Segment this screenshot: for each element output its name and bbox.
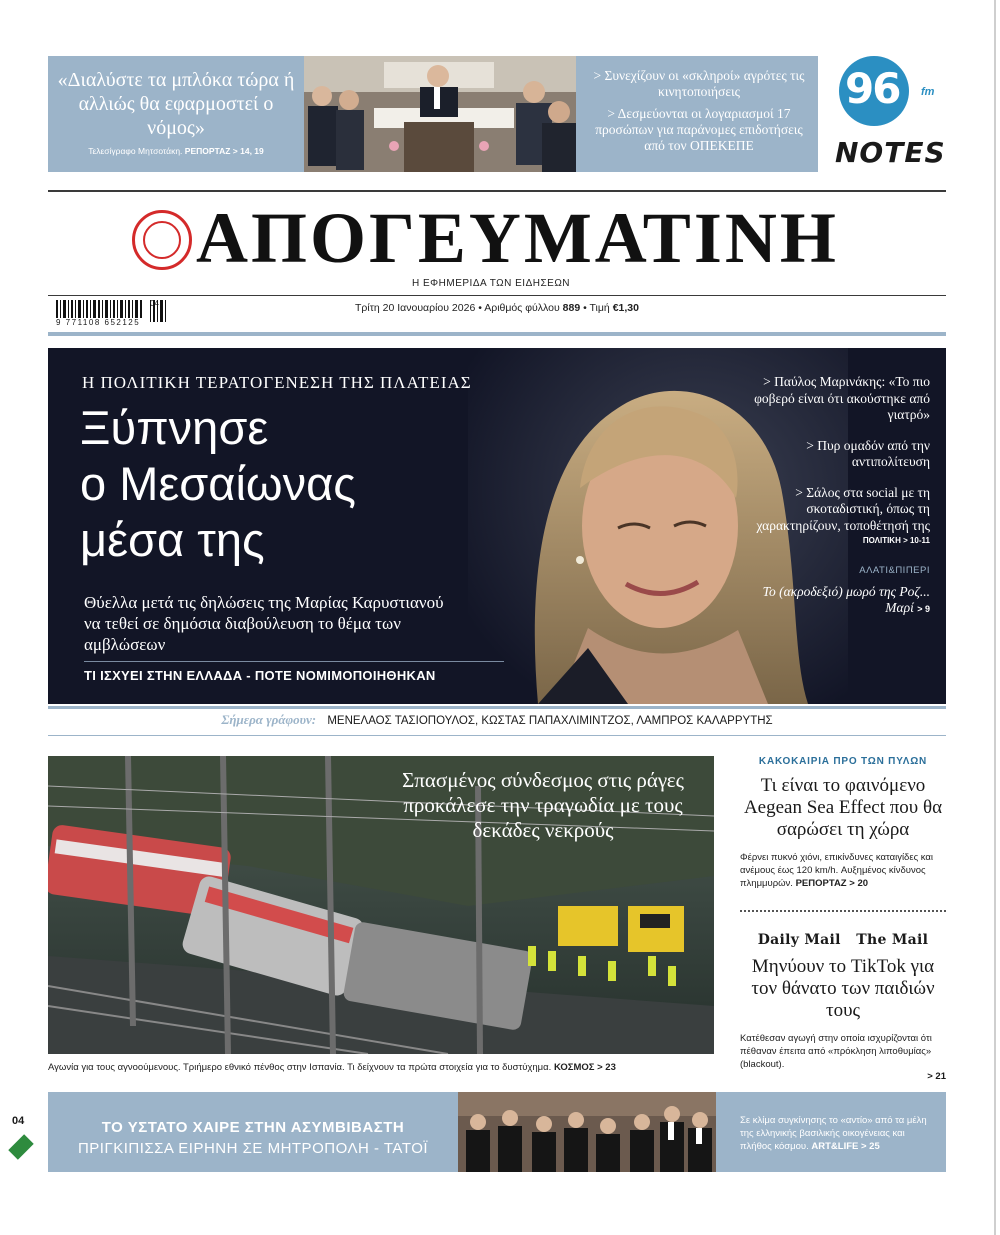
hero-side-kicker: ΑΛΑΤΙ&ΠΙΠΕΡΙ <box>859 565 930 576</box>
tiktok-ref[interactable]: > 21 <box>927 1071 946 1082</box>
bottom-text-body: Σε κλίμα συγκίνησης το «αντίο» από τα μέλη της ελληνικής βασιλικής οικογένειας και πλήθος κόσμου. <box>740 1115 927 1152</box>
weather-story[interactable] <box>740 756 946 890</box>
bottom-ref[interactable]: ART&LIFE > 25 <box>811 1141 880 1152</box>
bottom-text <box>740 1114 936 1153</box>
bottom-headline-line: ΤΟ ΥΣΤΑΤΟ ΧΑΙΡΕ ΣΤΗΝ ΑΣΥΜΒΙΒΑΣΤΗ <box>101 1119 405 1136</box>
top-teaser[interactable] <box>48 56 818 172</box>
issue-date: Τρίτη 20 Ιανουαρίου 2026 <box>355 302 476 314</box>
barcode-issue: 04 <box>150 299 159 308</box>
hero-footer[interactable]: ΤΙ ΙΣΧΥΕΙ ΣΤΗΝ ΕΛΛΑΔΑ - ΠΟΤΕ ΝΟΜΙΜΟΠΟΙΗΘΗΚΑΝ <box>84 668 436 683</box>
hero-side-item[interactable]: > Παύλος Μαρινάκης: «Το πιο φοβερό είναι ότι ακούστηκε από γιατρό» <box>754 374 930 422</box>
issue-label: Αριθμός φύλλου <box>484 302 560 314</box>
page-number: 04 <box>12 1115 25 1127</box>
masthead-top-rule <box>48 190 946 192</box>
price-label: Τιμή <box>589 302 610 314</box>
funeral-photo <box>458 1092 716 1172</box>
hero-headline-line: ο Μεσαίωνας <box>80 457 356 510</box>
radio-name: NOTES <box>835 136 946 169</box>
writers-line <box>48 712 946 728</box>
hero-headline-line: Ξύπνησε <box>80 401 269 454</box>
issue-info: Τρίτη 20 Ιανουαρίου 2026 • Αριθμός φύλλου 889 • Τιμή €1,30 <box>355 302 639 314</box>
train-caption-ref[interactable]: ΚΟΣΜΟΣ > 23 <box>553 1062 616 1073</box>
writers-label: Σήμερα γράφουν: <box>221 712 317 727</box>
bottom-headline <box>48 1119 458 1157</box>
hero-side-italic-text: Το (ακροδεξιό) μωρό της Ροζ... Μαρί <box>762 584 930 615</box>
tiktok-sources <box>740 932 946 948</box>
newspaper-title[interactable]: ΑΠΟΓΕΥΜΑΤΙΝΗ <box>196 198 839 278</box>
teaser-source-text: Τελεσίγραφο Μητσοτάκη. <box>88 146 183 156</box>
weather-ref[interactable]: ΡΕΠΟΡΤΑΖ > 20 <box>795 878 869 889</box>
hero-side-ref: ΠΟΛΙΤΙΚΗ > 10-11 <box>862 536 930 545</box>
teaser-bullets <box>588 68 810 160</box>
weather-body <box>740 851 946 890</box>
diamond-icon <box>8 1134 33 1159</box>
hero-side-italic-ref: > 9 <box>917 604 930 614</box>
radio-number: 96 <box>845 64 900 113</box>
hero-headline[interactable] <box>80 400 356 568</box>
writers-rule <box>48 735 946 736</box>
train-caption-text: Αγωνία για τους αγνοούμενους. Τριήμερο εθνικό πένθος στην Ισπανία. Τι δείχνουν τα πρώτα στοιχεία για το δυστύχημα. <box>48 1062 552 1073</box>
hero-headline-line: μέσα της <box>80 513 265 566</box>
teaser-bullet[interactable]: > Συνεχίζουν οι «σκληροί» αγρότες τις κινητοποιήσεις <box>593 68 805 99</box>
train-crash-story[interactable] <box>48 756 714 1054</box>
radio-logo[interactable] <box>835 56 945 174</box>
hero-deck: Θύελλα μετά τις δηλώσεις της Μαρίας Καρυστιανού να τεθεί σε δημόσια διαβούλευση το θέμα των αμβλώσεων <box>84 593 444 654</box>
radio-suffix: fm <box>921 86 935 98</box>
emblem-inner-ring <box>143 221 181 259</box>
issue-number: 889 <box>562 302 581 314</box>
teaser-bullet[interactable]: > Δεσμεύονται οι λογαριασμοί 17 προσώπων για παράνομες επιδοτήσεις από τον ΟΠΕΚΕΠΕ <box>595 106 803 153</box>
tiktok-body: Κατέθεσαν αγωγή στην οποία ισχυρίζονται ότι πέθαναν έπειτα από «πρόκληση λιποθυμίας» (blackout). <box>740 1033 932 1070</box>
price: €1,30 <box>612 302 639 314</box>
barcode-number: 9 771108 652125 <box>56 318 141 327</box>
masthead-bottom-rule <box>48 332 946 336</box>
hero-side-item[interactable]: > Σάλος στα social με τη σκοταδιστική, όπως τη χαρακτηρίζουν, τοποθέτησή της <box>756 484 930 533</box>
train-headline[interactable]: Σπασμένος σύνδεσμος στις ράγες προκάλεσε την τραγωδία με τους δεκάδες νεκρούς <box>402 768 684 842</box>
writers-names[interactable]: ΜΕΝΕΛΑΟΣ ΤΑΣΙΟΠΟΥΛΟΣ, ΚΩΣΤΑΣ ΠΑΠΑΧΛΙΜΙΝΤΖΟΣ, ΛΑΜΠΡΟΣ ΚΑΛΑΡΡΥΤΗΣ <box>327 715 773 727</box>
newspaper-tagline: Η ΕΦΗΜΕΡΙΔΑ ΤΩΝ ΕΙΔΗΣΕΩΝ <box>412 278 571 289</box>
hero-kicker: Η ΠΟΛΙΤΙΚΗ ΤΕΡΑΤΟΓΕΝΕΣΗ ΤΗΣ ΠΛΑΤΕΙΑΣ <box>82 373 472 392</box>
newspaper-emblem-icon <box>132 210 192 270</box>
bottom-headline-line: ΠΡΙΓΚΙΠΙΣΣΑ ΕΙΡΗΝΗ ΣΕ ΜΗΤΡΟΠΟΛΗ - ΤΑΤΟΪ <box>77 1140 429 1157</box>
right-column-divider <box>740 910 946 912</box>
daily-mail-logo: Daily Mail <box>757 932 841 948</box>
teaser-photo-meeting <box>304 56 576 172</box>
train-caption <box>48 1062 714 1073</box>
tiktok-headline[interactable]: Μηνύουν το TikTok για τον θάνατο των παιδιών τους <box>751 956 935 1021</box>
teaser-quote-block <box>48 56 304 172</box>
weather-headline[interactable]: Τι είναι το φαινόμενο Aegean Sea Effect που θα σαρώσει τη χώρα <box>743 775 943 840</box>
hero-side-item[interactable]: > Πυρ ομαδόν από την αντιπολίτευση <box>806 437 930 469</box>
page-edge <box>994 0 996 1235</box>
teaser-ref: ΡΕΠΟΡΤΑΖ > 14, 19 <box>184 146 264 156</box>
teaser-quote: «Διαλύστε τα μπλόκα τώρα ή αλλιώς θα εφαρμοστεί ο νόμος» <box>57 69 295 139</box>
hero-divider <box>84 661 504 662</box>
hero-story[interactable] <box>48 348 946 704</box>
masthead-mid-rule <box>48 295 946 296</box>
weather-body-text: Φέρνει πυκνό χιόνι, επικίνδυνες καταιγίδες και ανέμους έως 120 km/h. Αυξημένος κίνδυνος πλημμυρών. <box>740 852 934 889</box>
teaser-quote-source <box>48 146 304 156</box>
bottom-teaser[interactable] <box>48 1092 946 1172</box>
hero-side-italic[interactable] <box>748 584 930 617</box>
weather-kicker: ΚΑΚΟΚΑΙΡΙΑ ΠΡΟ ΤΩΝ ΠΥΛΩΝ <box>758 756 928 767</box>
hero-bottom-rule <box>48 706 946 709</box>
tiktok-story[interactable] <box>740 932 946 1082</box>
the-mail-logo: The Mail <box>856 932 929 948</box>
hero-side-column <box>748 374 930 617</box>
